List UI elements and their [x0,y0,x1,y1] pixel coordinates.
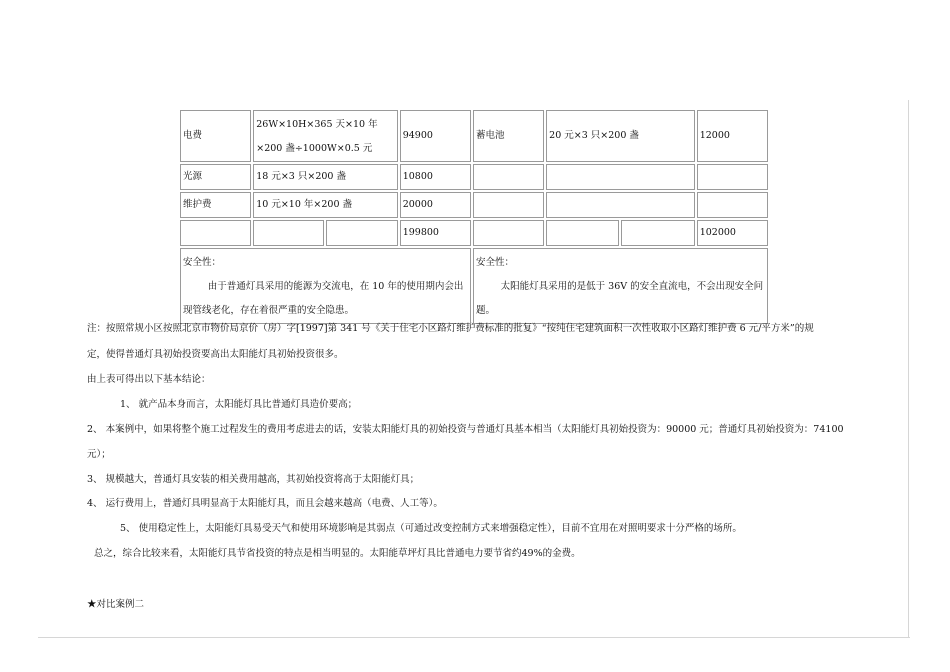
cell-b-value [697,164,768,190]
cell-b-value: 12000 [697,110,768,162]
cell-safety-a [180,248,471,324]
conclusion-3: 3、 规模越大，普通灯具安装的相关费用越高，其初始投资将高于太阳能灯具； [87,474,420,485]
cell-empty [180,220,251,246]
cell-b-value [697,192,768,218]
note-line-2: 定，使得普通灯具初始投资要高出太阳能灯具初始投资很多。 [87,349,344,360]
cell-empty [473,220,544,246]
cell-a-formula: 18 元×3 只×200 盏 [253,164,397,190]
cell-a-label: 维护费 [180,192,251,218]
table-row-total [180,220,768,246]
cell-b-formula [546,192,695,218]
cell-b-label [473,192,544,218]
cell-safety-b [473,248,768,324]
conclusion-2-line-1: 2、 本案例中，如果将整个施工过程发生的费用考虑进去的话，安装太阳能灯具的初始投资与普通灯具基本相当（太阳能灯具初始投资为：90000 元；普通灯具初始投资为：74100 [87,424,844,435]
table-row [180,164,768,190]
conclusion-5: 5、 使用稳定性上，太阳能灯具易受天气和使用环境影响是其弱点（可通过改变控制方式来增强稳定性），目前不宜用在对照明要求十分严格的场所。 [120,523,742,534]
cell-empty [326,220,397,246]
safety-b-text: 太阳能灯具采用的是低于 36V 的安全直流电，不会出现安全问题。 [475,281,764,316]
cell-a-value: 20000 [400,192,471,218]
cell-a-formula: 26W×10H×365 天×10 年×200 盏÷1000W×0.5 元 [253,110,397,162]
conclusion-1: 1、 就产品本身而言，太阳能灯具比普通灯具造价要高； [120,399,358,410]
safety-a-text: 由于普通灯具采用的能源为交流电，在 10 年的使用期内会出现管线老化，存在着很严重的安全隐患。 [183,281,464,316]
cell-b-label [473,164,544,190]
cell-empty [253,220,324,246]
safety-b-title: 安全性： [475,257,514,268]
cell-b-formula [546,164,695,190]
summary: 总之，综合比较来看，太阳能灯具节省投资的特点是相当明显的。太阳能草坪灯具比普通电力要节省约49%的金费。 [94,548,581,559]
table-row [180,110,768,162]
cell-b-label: 蓄电池 [473,110,544,162]
cell-empty [621,220,694,246]
cell-total-b: 102000 [697,220,768,246]
note-line-1: 注：按照常规小区按照北京市物价局京价（房）字[1997]第 341 号《关于住宅小区路灯维护费标准的批复》“按纯住宅建筑面积一次性收取小区路灯维护费 6 元/平方米”的规 [87,323,814,334]
cell-a-value: 10800 [400,164,471,190]
cell-a-value: 94900 [400,110,471,162]
cost-comparison-table [178,108,770,326]
cell-b-formula: 20 元×3 只×200 盏 [546,110,695,162]
cell-empty [546,220,619,246]
conclusion-2-line-2: 元）； [87,449,111,460]
conclusion-4: 4、 运行费用上，普通灯具明显高于太阳能灯具，而且会越来越高（电费、人工等）。 [87,498,443,509]
page-edge-right [908,100,909,638]
table-row [180,192,768,218]
cell-total-a: 199800 [400,220,471,246]
cell-a-label: 光源 [180,164,251,190]
cell-a-label: 电费 [180,110,251,162]
safety-a-title: 安全性： [183,257,222,268]
next-case-heading: ★对比案例二 [87,599,145,610]
page-edge-bottom [38,637,910,638]
table-row-safety [180,248,768,324]
conclusion-intro: 由上表可得出以下基本结论： [87,374,211,385]
cell-a-formula: 10 元×10 年×200 盏 [253,192,397,218]
